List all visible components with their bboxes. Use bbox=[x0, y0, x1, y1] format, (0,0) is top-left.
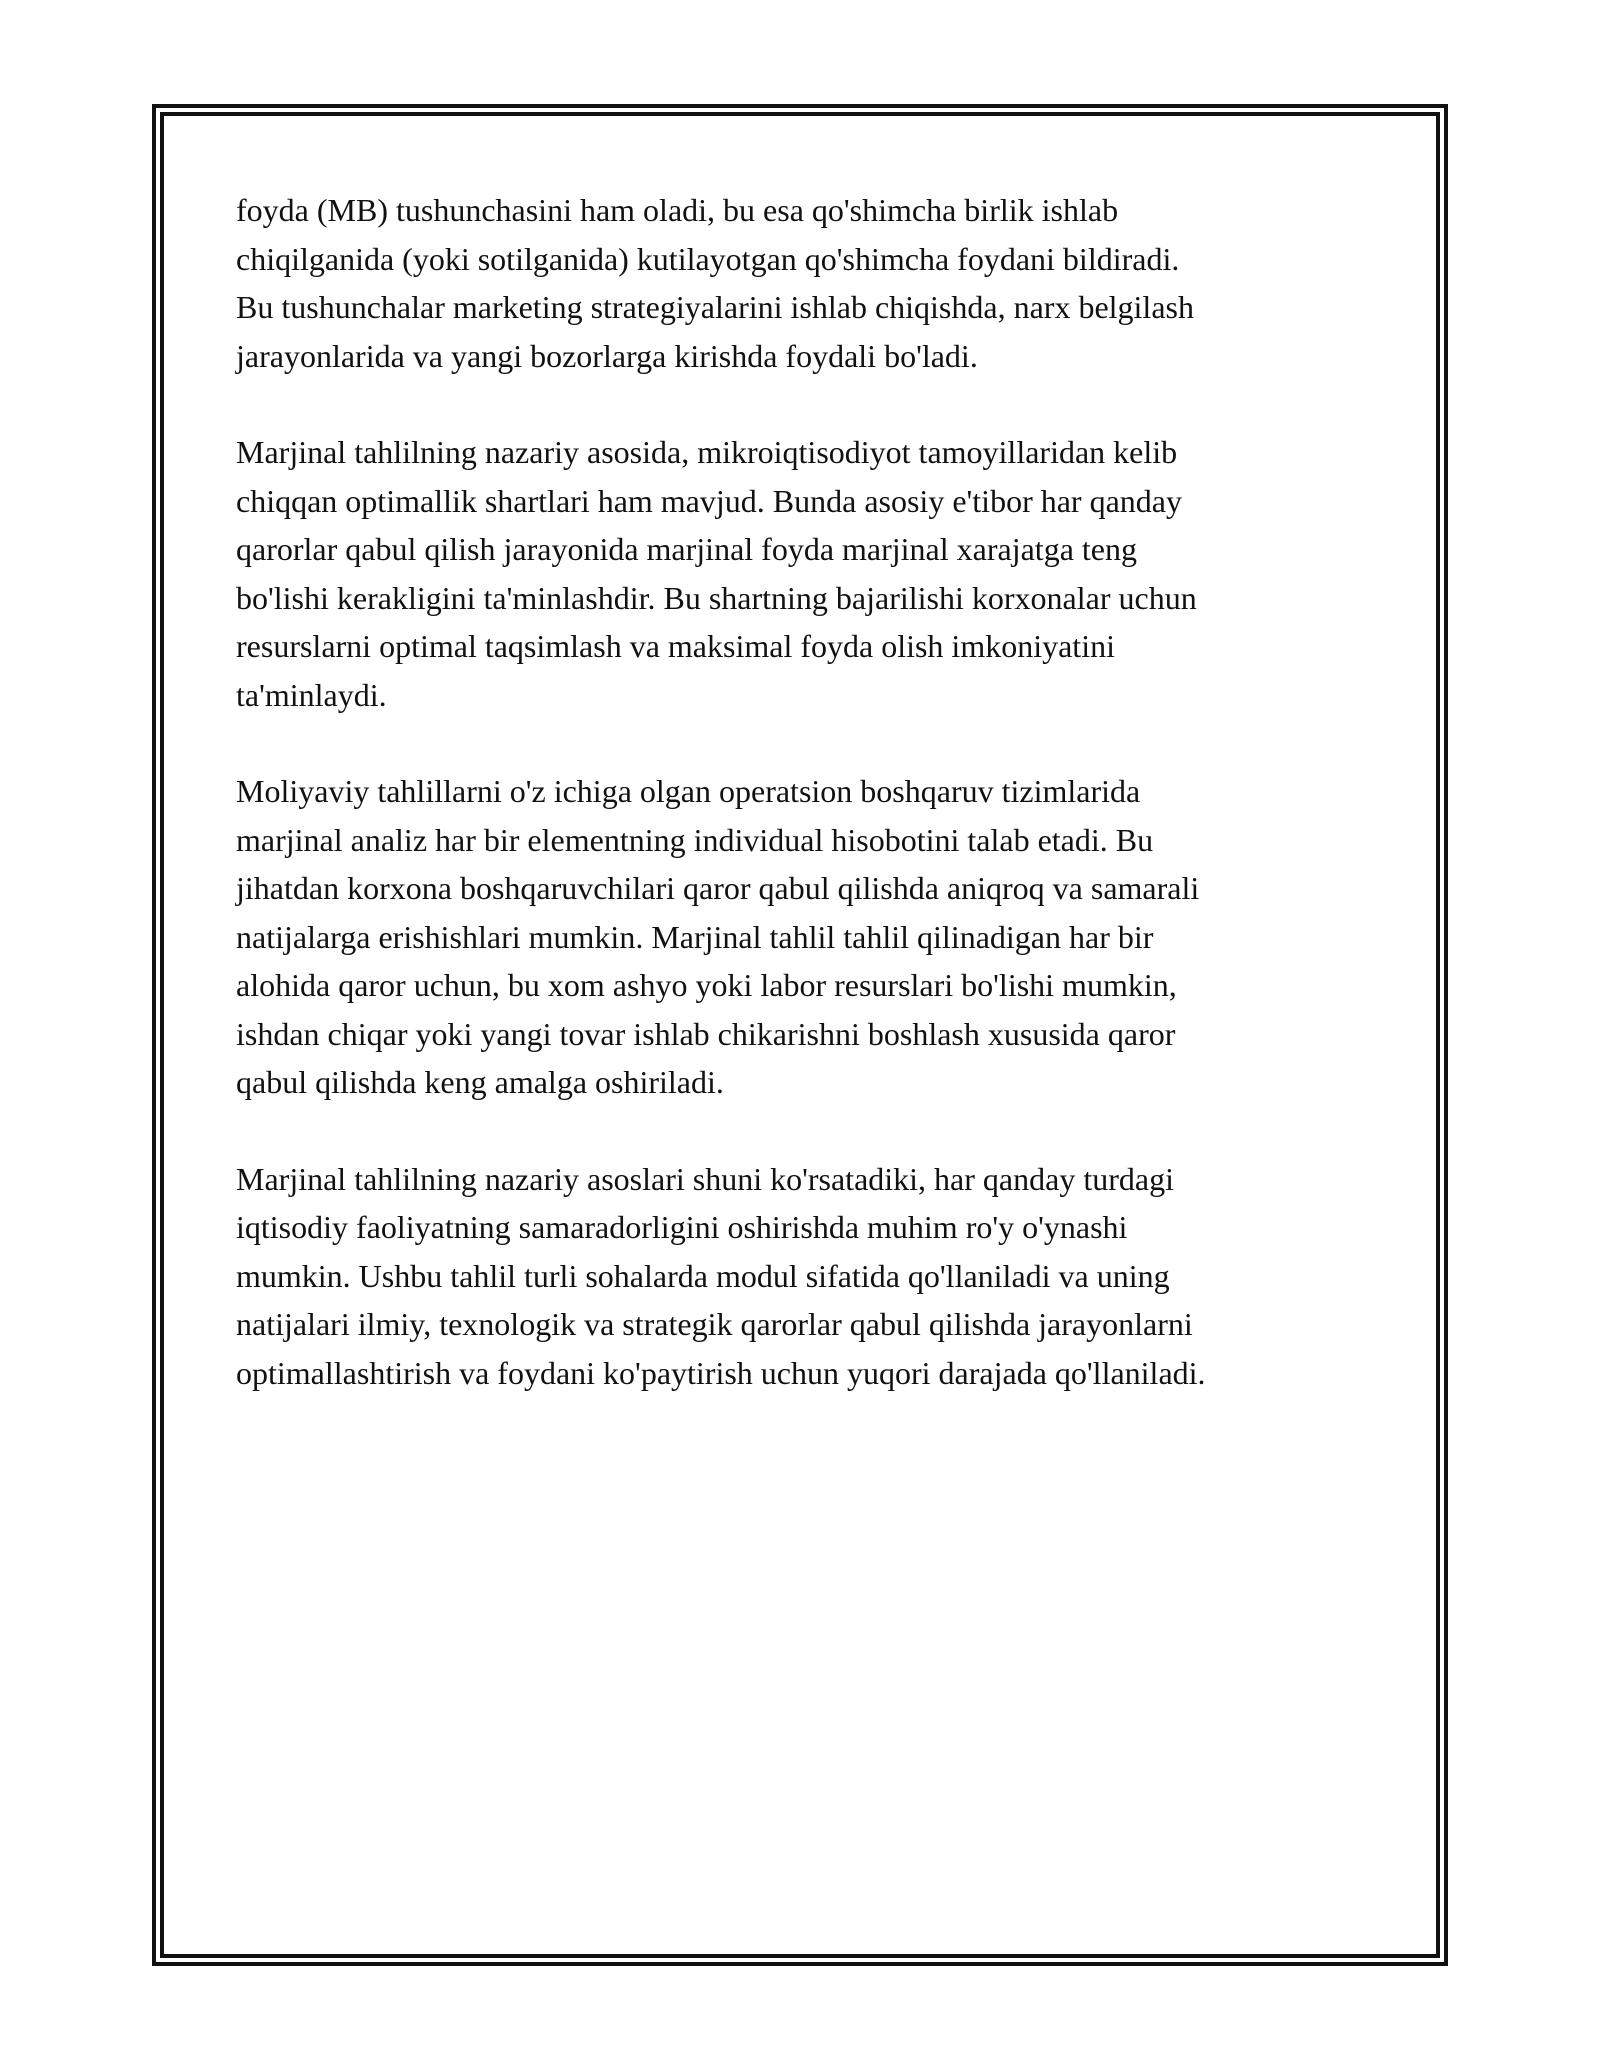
paragraph-1 bbox=[236, 186, 1356, 380]
text-line: optimallashtirish va foydani ko'paytirish uchun yuqori darajada qo'llaniladi. bbox=[236, 1354, 1206, 1391]
text-line: resurslarni optimal taqsimlash va maksimal foyda olish imkoniyatini bbox=[236, 628, 1115, 664]
text-line: bo'lishi kerakligini ta'minlashdir. Bu shartning bajarilishi korxonalar uchun bbox=[236, 579, 1197, 616]
text-line: natijalarga erishishlari mumkin. Marjinal tahlil tahlil qilinadigan har bir bbox=[236, 918, 1154, 955]
text-line: qabul qilishda keng amalga oshiriladi. bbox=[236, 1064, 724, 1100]
text-line: Marjinal tahlilning nazariy asosida, mikroiqtisodiyot tamoyillaridan kelib bbox=[236, 434, 1178, 470]
text-line: jihatdan korxona boshqaruvchilari qaror qabul qilishda aniqroq va samarali bbox=[236, 870, 1200, 906]
paragraph-2 bbox=[236, 428, 1356, 719]
text-line: chiqilganida (yoki sotilganida) kutilayotgan qo'shimcha foydani bildiradi. bbox=[236, 240, 1180, 277]
text-line: Marjinal tahlilning nazariy asoslari shuni ko'rsatadiki, har qanday turdagi bbox=[236, 1160, 1174, 1197]
paragraph-4 bbox=[236, 1155, 1356, 1398]
text-line: alohida qaror uchun, bu xom ashyo yoki labor resurslari bo'lishi mumkin, bbox=[236, 967, 1177, 1003]
text-line: iqtisodiy faoliyatning samaradorligini oshirishda muhim ro'y o'ynashi bbox=[236, 1209, 1128, 1245]
text-line: jarayonlarida va yangi bozorlarga kirishda foydali bo'ladi. bbox=[236, 337, 978, 374]
text-line: foyda (MB) tushunchasini ham oladi, bu esa qo'shimcha birlik ishlab bbox=[236, 192, 1119, 228]
text-line: ishdan chiqar yoki yangi tovar ishlab chikarishni boshlash xususida qaror bbox=[236, 1015, 1176, 1052]
text-line: chiqqan optimallik shartlari ham mavjud. Bunda asosiy e'tibor har qanday bbox=[236, 482, 1182, 519]
document-body bbox=[236, 186, 1356, 1445]
text-line: marjinal analiz har bir elementning individual hisobotini talab etadi. Bu bbox=[236, 821, 1154, 858]
text-line: Moliyaviy tahlillarni o'z ichiga olgan operatsion boshqaruv tizimlarida bbox=[236, 773, 1141, 809]
text-line: mumkin. Ushbu tahlil turli sohalarda modul sifatida qo'llaniladi va uning bbox=[236, 1257, 1170, 1294]
text-line: natijalari ilmiy, texnologik va strategik qarorlar qabul qilishda jarayonlarni bbox=[236, 1306, 1193, 1342]
paragraph-3 bbox=[236, 767, 1356, 1107]
text-line: ta'minlaydi. bbox=[236, 676, 387, 713]
text-line: qarorlar qabul qilish jarayonida marjinal foyda marjinal xarajatga teng bbox=[236, 531, 1137, 567]
text-line: Bu tushunchalar marketing strategiyalarini ishlab chiqishda, narx belgilash bbox=[236, 289, 1194, 325]
